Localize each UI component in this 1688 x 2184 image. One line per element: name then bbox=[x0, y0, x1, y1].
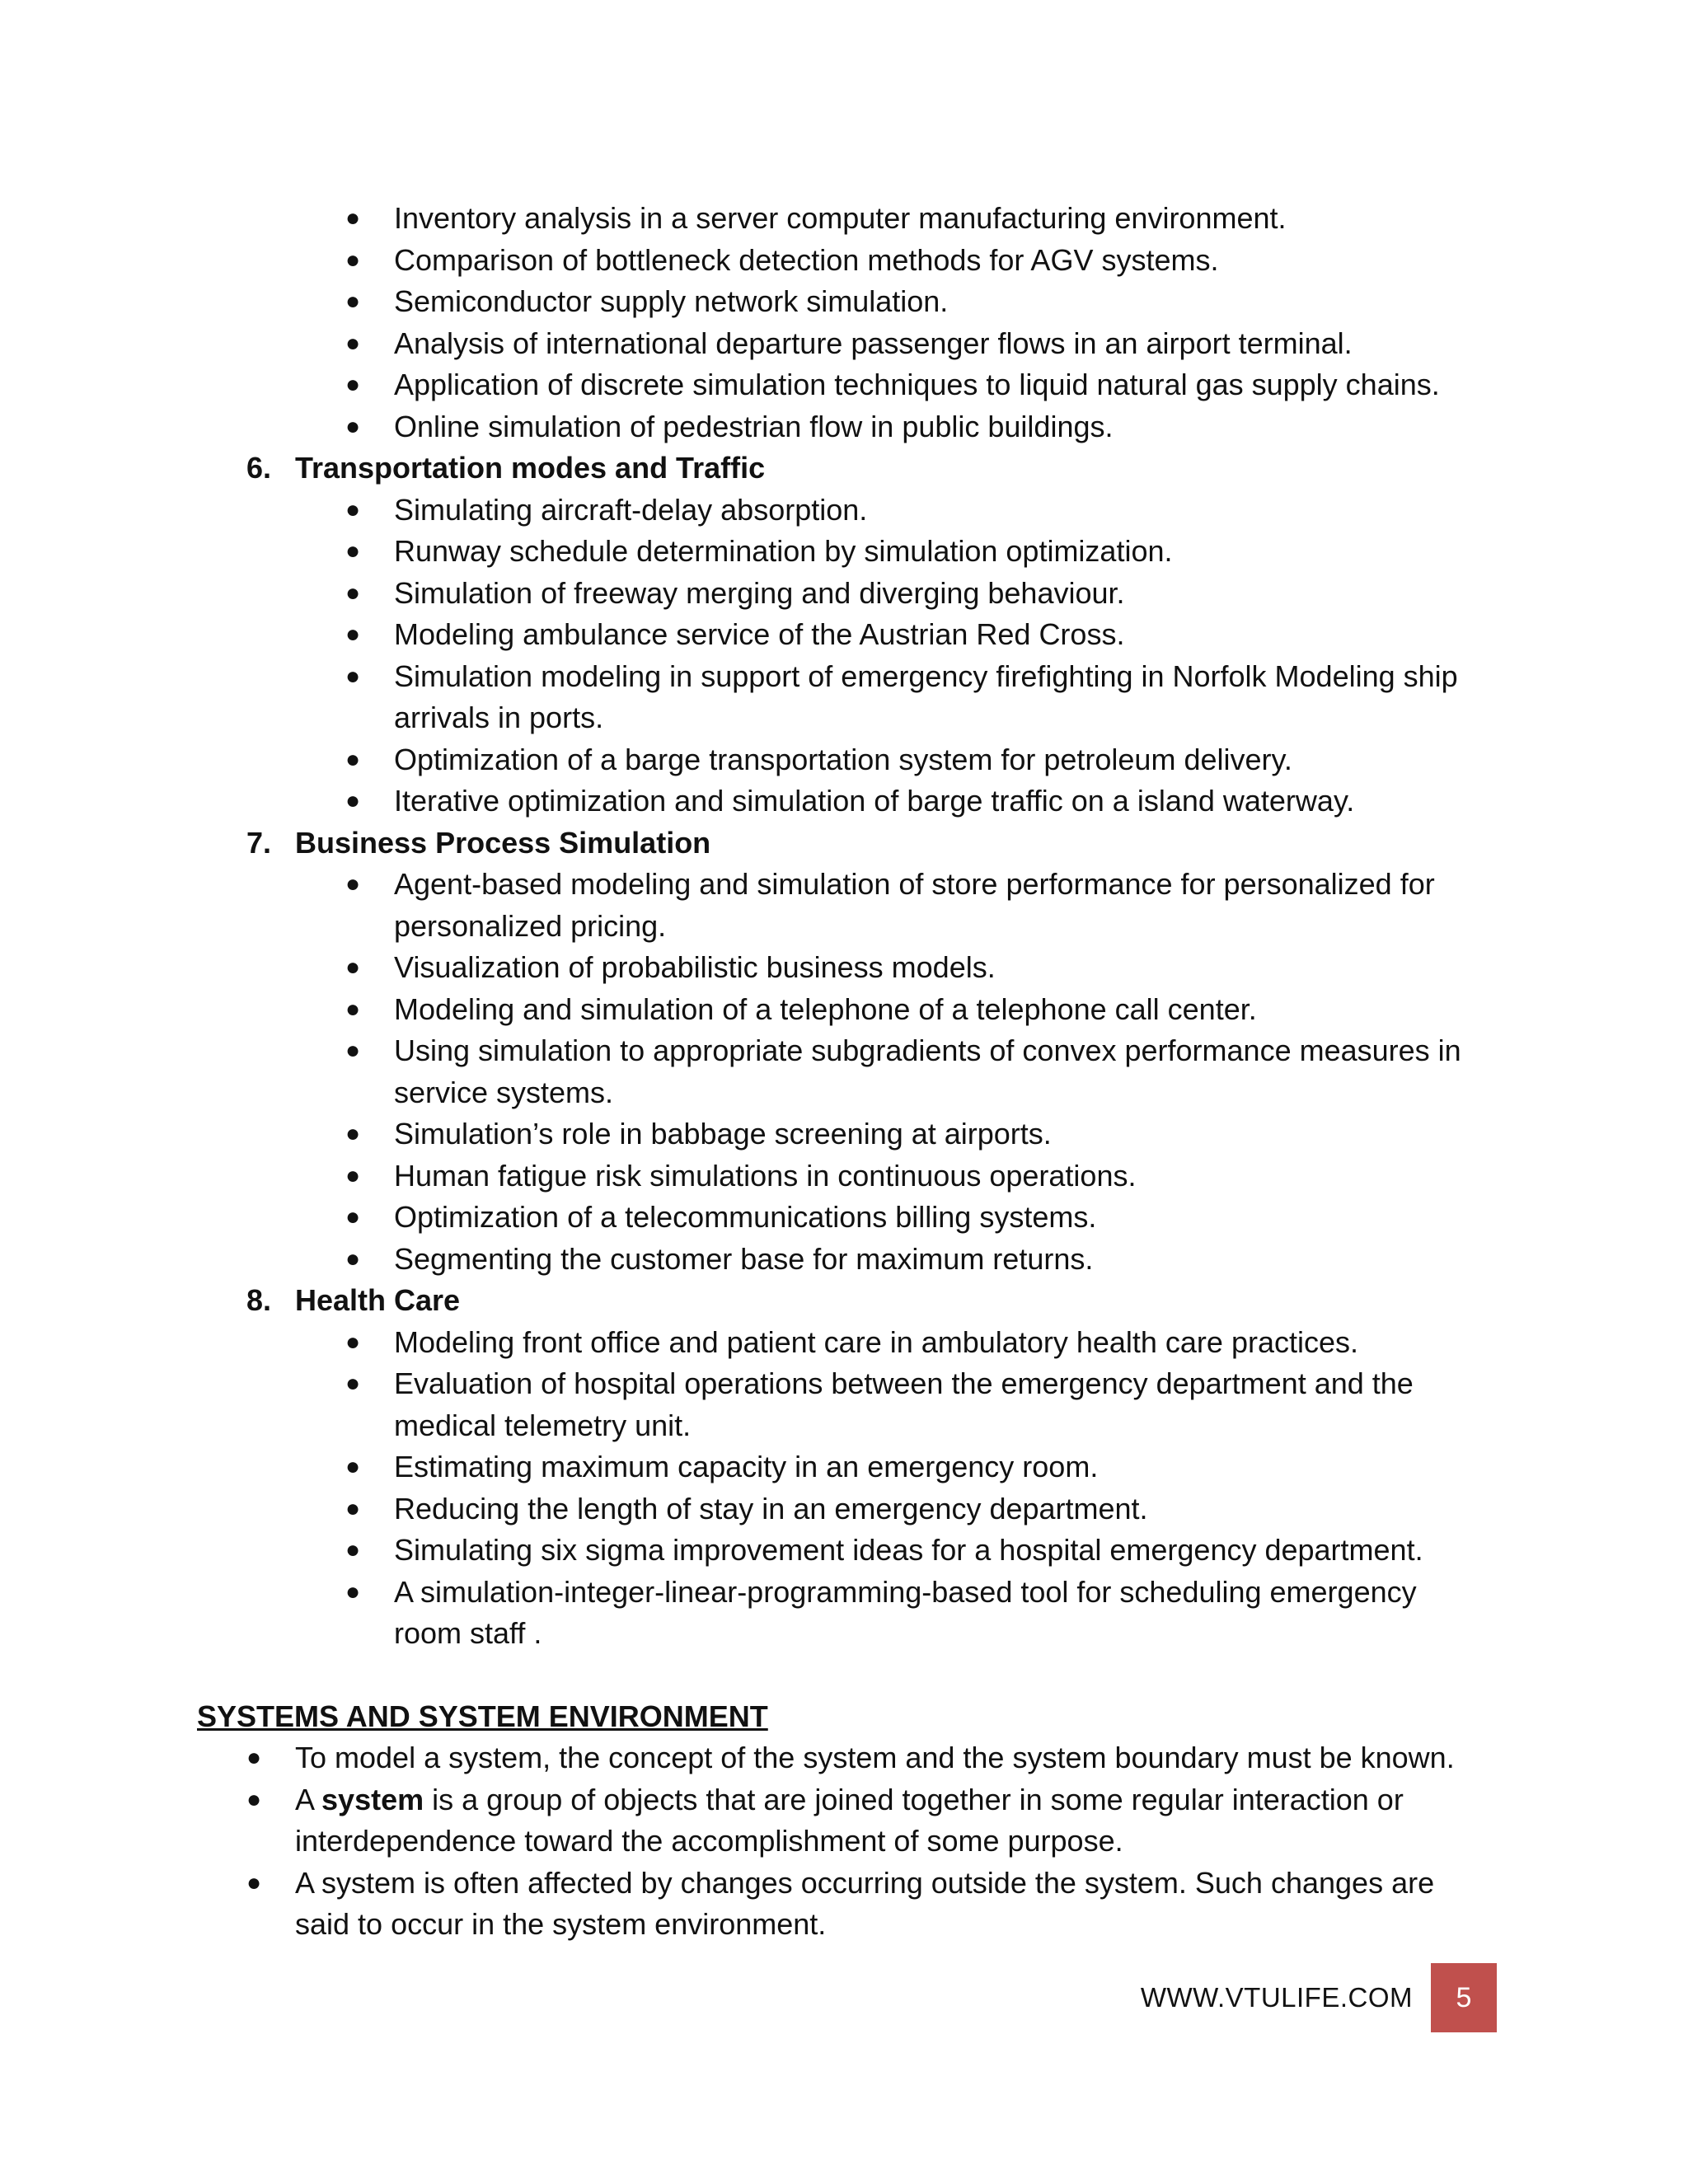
bullet-icon: ● bbox=[345, 621, 361, 648]
list-item: ● Segmenting the customer base for maximum returns. bbox=[0, 1239, 1688, 1281]
list-item: ● Semiconductor supply network simulation. bbox=[0, 281, 1688, 323]
bullet-icon: ● bbox=[345, 1037, 361, 1064]
bullet-icon: ● bbox=[345, 537, 361, 565]
section-heading-business bbox=[0, 823, 1688, 865]
bullet-icon: ● bbox=[345, 995, 361, 1023]
bullet-icon: ● bbox=[345, 787, 361, 814]
system-term: system bbox=[321, 1782, 424, 1816]
list-item: ● Simulating six sigma improvement ideas for a hospital emergency department. bbox=[0, 1530, 1688, 1572]
list-item: ● Application of discrete simulation techniques to liquid natural gas supply chains. bbox=[0, 364, 1688, 406]
bullet-icon: ● bbox=[345, 1120, 361, 1147]
list-item: ● Simulation modeling in support of emergency firefighting in Norfolk Modeling ship arrivals in ports. bbox=[0, 656, 1688, 739]
section-number: 6. bbox=[246, 451, 272, 485]
bullet-icon: ● bbox=[345, 1577, 361, 1605]
list-item: ● Evaluation of hospital operations between the emergency department and the medical telemetry unit. bbox=[0, 1363, 1688, 1446]
list-item: ● Iterative optimization and simulation of barge traffic on a island waterway. bbox=[0, 780, 1688, 823]
section-number: 7. bbox=[246, 825, 272, 860]
list-item: ● Estimating maximum capacity in an emergency room. bbox=[0, 1446, 1688, 1488]
bullet-icon: ● bbox=[345, 1244, 361, 1272]
bullet-icon: ● bbox=[246, 1868, 262, 1896]
list-item: ● Optimization of a telecommunications billing systems. bbox=[0, 1197, 1688, 1239]
page-number-badge: 5 bbox=[1431, 1963, 1497, 2032]
list-item: ● Simulation’s role in babbage screening at airports. bbox=[0, 1113, 1688, 1155]
bullet-icon: ● bbox=[345, 1161, 361, 1189]
bullet-icon: ● bbox=[345, 1494, 361, 1522]
transportation-list bbox=[0, 490, 1688, 823]
bullet-icon: ● bbox=[345, 745, 361, 773]
bullet-icon: ● bbox=[345, 329, 361, 357]
list-item: ● Online simulation of pedestrian flow in public buildings. bbox=[0, 406, 1688, 448]
section-title: Transportation modes and Traffic bbox=[295, 451, 766, 485]
list-item: ● Inventory analysis in a server computer manufacturing environment. bbox=[0, 198, 1688, 240]
bullet-icon: ● bbox=[345, 495, 361, 523]
section-heading-transportation bbox=[0, 448, 1688, 490]
bullet-icon: ● bbox=[345, 1453, 361, 1480]
list-item: ● Modeling front office and patient care in ambulatory health care practices. bbox=[0, 1322, 1688, 1364]
bullet-icon: ● bbox=[345, 1203, 361, 1230]
systems-section-title: SYSTEMS AND SYSTEM ENVIRONMENT bbox=[197, 1699, 768, 1733]
list-item: ● A system is often affected by changes occurring outside the system. Such changes are said to occur in the system environment. bbox=[0, 1863, 1688, 1946]
bullet-icon: ● bbox=[345, 204, 361, 232]
list-item: ● Comparison of bottleneck detection methods for AGV systems. bbox=[0, 240, 1688, 282]
section-heading-health bbox=[0, 1280, 1688, 1322]
page-content bbox=[0, 198, 1688, 1946]
list-item: ● Modeling ambulance service of the Austrian Red Cross. bbox=[0, 614, 1688, 656]
list-item: ● Simulation of freeway merging and diverging behaviour. bbox=[0, 573, 1688, 615]
list-item: ● Using simulation to appropriate subgradients of convex performance measures in service systems. bbox=[0, 1030, 1688, 1113]
footer-site-link[interactable]: WWW.VTULIFE.COM bbox=[1140, 1982, 1413, 2013]
bullet-icon: ● bbox=[345, 870, 361, 898]
bullet-icon: ● bbox=[345, 954, 361, 981]
list-item: ● Simulating aircraft-delay absorption. bbox=[0, 490, 1688, 532]
list-item: ● Runway schedule determination by simulation optimization. bbox=[0, 531, 1688, 573]
list-item: ● Human fatigue risk simulations in continuous operations. bbox=[0, 1155, 1688, 1197]
business-list bbox=[0, 864, 1688, 1280]
list-item: ● Visualization of probabilistic business models. bbox=[0, 947, 1688, 989]
list-item: ● Modeling and simulation of a telephone of a telephone call center. bbox=[0, 989, 1688, 1031]
bullet-icon: ● bbox=[345, 1536, 361, 1563]
bullet-icon: ● bbox=[246, 1785, 262, 1813]
list-item: ● Agent-based modeling and simulation of store performance for personalized for personalized pricing. bbox=[0, 864, 1688, 947]
bullet-icon: ● bbox=[345, 579, 361, 607]
list-item: ● Reducing the length of stay in an emergency department. bbox=[0, 1488, 1688, 1530]
bullet-icon: ● bbox=[345, 412, 361, 440]
list-item: ● Optimization of a barge transportation system for petroleum delivery. bbox=[0, 739, 1688, 781]
bullet-icon: ● bbox=[345, 288, 361, 315]
list-item: ● Analysis of international departure passenger flows in an airport terminal. bbox=[0, 323, 1688, 365]
health-list bbox=[0, 1322, 1688, 1655]
page-footer bbox=[0, 1963, 1688, 2032]
intro-list bbox=[0, 198, 1688, 448]
bullet-icon: ● bbox=[246, 1744, 262, 1771]
bullet-icon: ● bbox=[345, 662, 361, 690]
list-item: ● A system is a group of objects that are joined together in some regular interaction or interdependence toward the accomplishment of some purpose. bbox=[0, 1779, 1688, 1863]
list-item: ● A simulation-integer-linear-programming-based tool for scheduling emergency room staff . bbox=[0, 1572, 1688, 1655]
section-title: Business Process Simulation bbox=[295, 825, 711, 860]
bullet-icon: ● bbox=[345, 1370, 361, 1397]
section-number: 8. bbox=[246, 1283, 272, 1317]
section-title: Health Care bbox=[295, 1283, 461, 1317]
systems-list bbox=[0, 1737, 1688, 1946]
bullet-icon: ● bbox=[345, 1328, 361, 1356]
bullet-icon: ● bbox=[345, 246, 361, 274]
list-item: ● To model a system, the concept of the system and the system boundary must be known. bbox=[0, 1737, 1688, 1779]
bullet-icon: ● bbox=[345, 371, 361, 398]
